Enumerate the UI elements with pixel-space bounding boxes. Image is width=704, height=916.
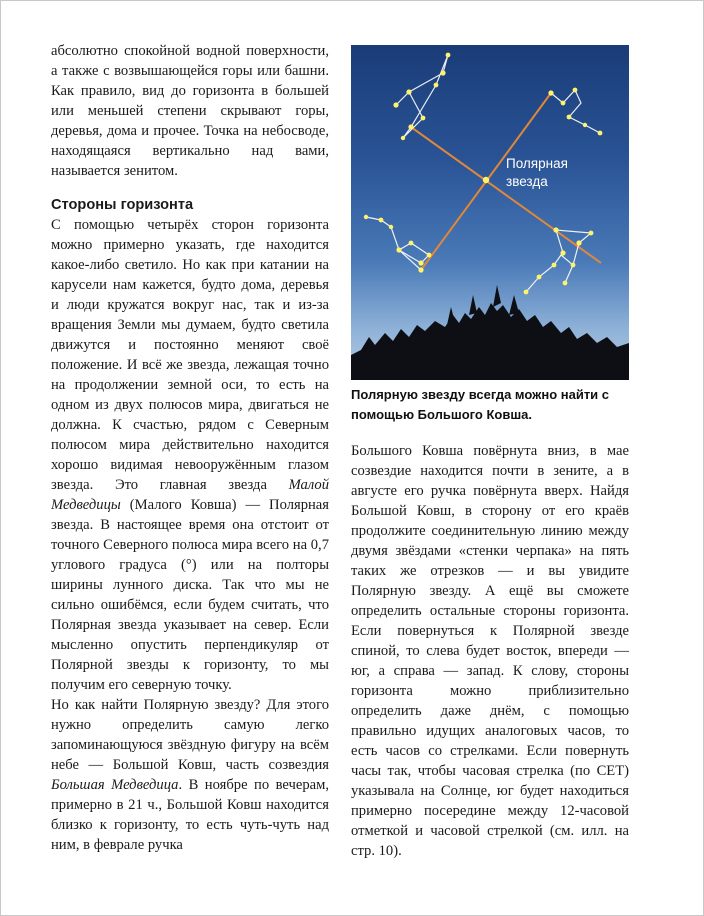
star: [598, 131, 603, 136]
star: [561, 101, 566, 106]
guide-line-a: [411, 127, 601, 263]
star: [483, 177, 489, 183]
p2-italic-term: Большая Медведица: [51, 777, 179, 793]
constellation-illustration: [351, 45, 629, 380]
star: [364, 215, 368, 219]
star: [567, 115, 572, 120]
star: [589, 231, 594, 236]
star: [524, 290, 529, 295]
p1-text-a: С помощью четырёх сторон горизонта можно примерно указать, где находится какое-либо светило. Но как при катании на карусели нам кажется, будто дома, деревья и люди кружатся вокруг нас, так и из-за вращения Земли мы думаем, будто светила движутся и постоянно меняют своё положение. И всё же звезда, лежащая точно на продолжении земной оси, то есть на одном из двух полюсов мира, двигаться не должна. К счастью, рядом с Северным полюсом мира действительно находится хорошо видимая невооружённым глазом звезда. Это главная звезда: [51, 217, 329, 493]
p2-text-a: Но как найти Полярную звезду? Для этого нужно определить самую легко запоминающуюся звёздную фигуру на всём небе — Большой Ковш, часть созвездия: [51, 697, 329, 773]
section-heading: Стороны горизонта: [51, 197, 194, 213]
star: [552, 263, 557, 268]
p1-text-b: (Малого Ковша) — Полярная звезда. В настоящее время она отстоит от точного Северного полюса мира всего на 0,7 углового градуса (°) или на полторы ширины лунного диска. Так что мы не сильно ошибёмся, если будем считать, что Полярная звезда указывает на север. Если мысленно опустить перпендикуляр от Полярной звезды к горизонту, то мы получим его северную точку.: [51, 497, 329, 693]
intro-paragraph: абсолютно спокойной водной поверхности, а также с возвышающейся горы или башни. Как правило, вид до горизонта в большей или меньшей степени скрывают горы, деревья, дома и прочее. Точка на небосводе, находящаяся вертикально над вами, называется зенитом.: [51, 43, 329, 179]
right-paragraph: Большого Ковша повёрнута вниз, в мае созвездие находится почти в зените, а в августе его ручка повёрнута вверх. Найдя Большой Ковш, в сторону от его краёв продолжите соединительную линию между двумя звёздами «стенки черпака» на пять таких же отрезков — и вы увидите Полярную звезду. А ещё вы сможете определить остальные стороны горизонта. Если повернуться к Полярной звезде спиной, то слева будет восток, впереди — юг, а справа — запад. К слову, стороны горизонта можно приблизительно определить даже днём, с помощью правильно идущих аналоговых часов, то есть часов со стрелками. Если повернуть часы так, чтобы часовая стрелка (по CET) указывала на Солнце, юг будет находиться примерно посередине между 12-часовой отметкой и часовой стрелкой (см. илл. на стр. 10).: [351, 443, 629, 859]
star: [379, 218, 384, 223]
right-column: [351, 441, 629, 861]
p2-text-b: . В ноябре по вечерам, примерно в 21 ч., Большой Ковш находится близко к горизонту, то есть чуть-чуть над ним, в феврале ручка: [51, 777, 329, 853]
star: [401, 136, 405, 140]
star: [408, 124, 413, 129]
star: [571, 263, 576, 268]
sky-diagram: [351, 45, 629, 380]
star: [440, 70, 445, 75]
constellation-upper-left: [396, 55, 448, 138]
star: [548, 90, 553, 95]
star: [418, 267, 423, 272]
star: [576, 240, 581, 245]
star: [418, 260, 423, 265]
star: [563, 281, 568, 286]
star: [393, 102, 398, 107]
left-column: [51, 41, 329, 855]
star: [421, 116, 426, 121]
star: [427, 253, 432, 258]
star: [409, 241, 414, 246]
star: [583, 123, 587, 127]
polaris-label-line2: звезда: [506, 174, 548, 189]
star: [573, 88, 578, 93]
polaris-label: [506, 155, 568, 191]
figure-caption: Полярную звезду всегда можно найти с помощью Большого Ковша.: [351, 387, 610, 422]
star: [434, 83, 439, 88]
star: [553, 227, 558, 232]
star: [389, 225, 393, 229]
star: [446, 53, 451, 58]
star: [406, 89, 411, 94]
constellation-lower-right: [526, 230, 591, 292]
constellation-upper-right: [551, 90, 600, 133]
p1-italic-term: Малой Медведицы: [51, 477, 329, 513]
polaris-label-line1: Полярная: [506, 156, 568, 171]
paragraph-horizon-sides: [51, 215, 329, 695]
star: [560, 250, 565, 255]
tree-silhouette: [351, 303, 629, 380]
paragraph-find-polaris: [51, 695, 329, 855]
star: [537, 275, 542, 280]
star: [396, 247, 401, 252]
